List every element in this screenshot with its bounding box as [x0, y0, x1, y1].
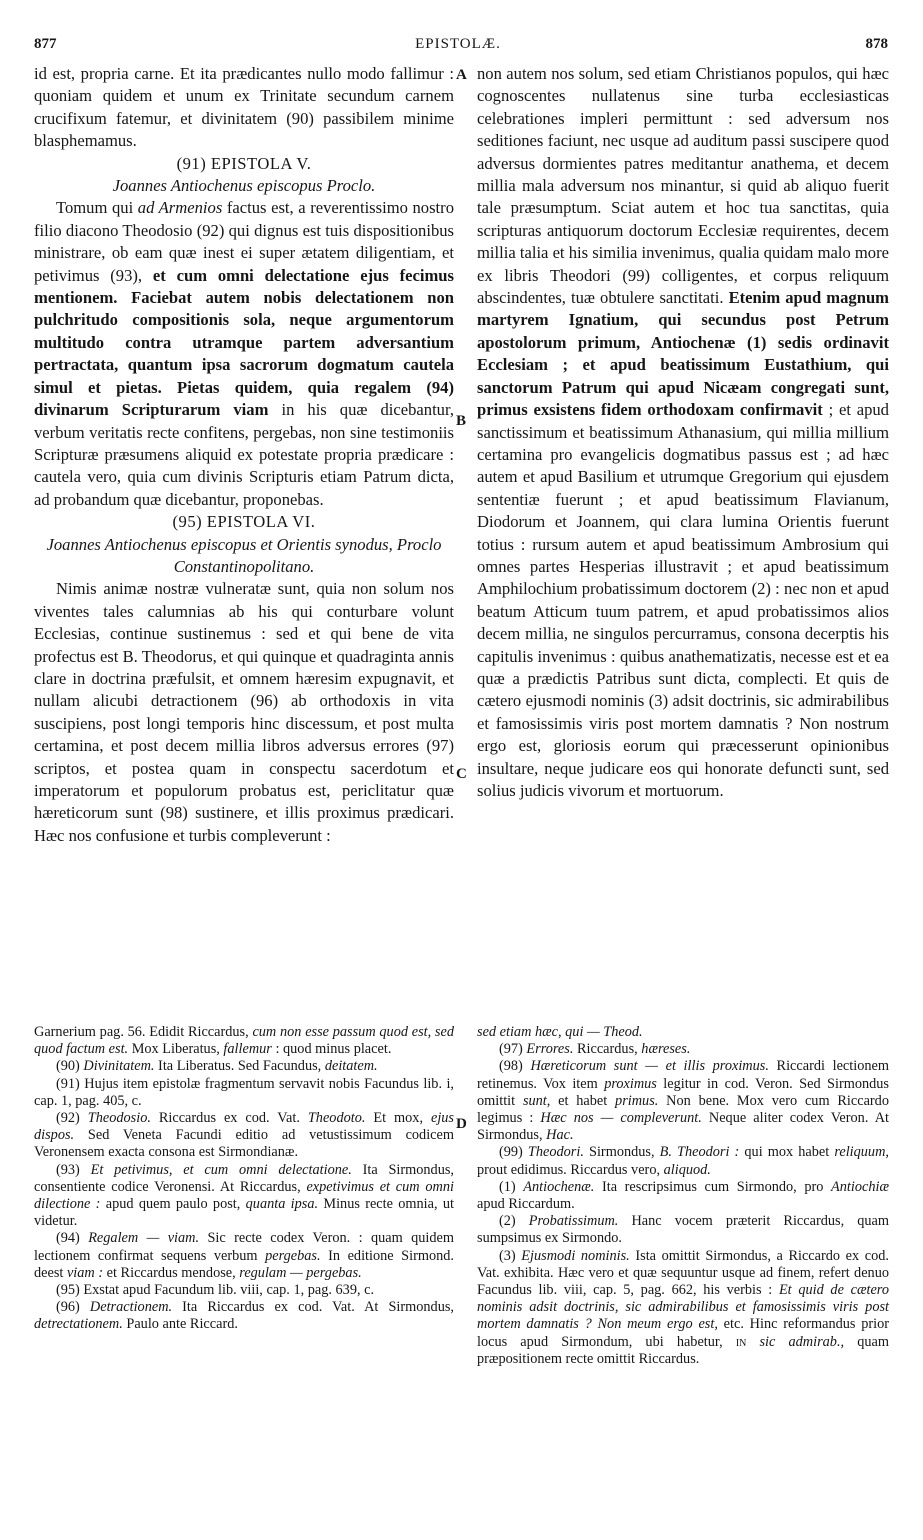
margin-marker-b: B	[456, 413, 467, 429]
page-number-right: 878	[865, 36, 888, 52]
footnote: (97) Errores. Riccardus, hæreses.	[499, 1041, 691, 1058]
paragraph: Tomum qui ad Armenios factus est, a reverentissimo nostro filio diacono Theodosio (92) qui dignus est tuis dispositionibus ministrare, ob eam quæ inest ei super ætatem diligentiam, et petivimus (93), et cum omni delectatione ejus fecimus mentionem. Faciebat autem nobis delectationem non pulchritudo compositionis sola, neque argumentorum multitudo contra utramque partem adversantium pertractata, quantum ipsa sacrorum dogmatum cautela simul et pietas. Pietas quidem, quia regalem (94) divinarum Scripturarum viam in his quæ dicebantur, verbum veritatis recte confitens, pergebas, non sine testimoniis Scripturæ præsumens aliquid ex potestate propria prædicare : cautela vero, quia cum divinis Scripturis etiam Patrum dicta, ad probandum quæ dicebantur, proponebas.	[34, 198, 454, 509]
page-number-left: 877	[34, 36, 57, 52]
footnote: (92) Theodosio. Riccardus ex cod. Vat. Theodoto. Et mox, ejus dispos. Sed Veneta Facundi editio ad vetustissimum codicem Veronensem exacta consona est Sirmondianæ.	[34, 1110, 454, 1161]
footnote: (91) Hujus item epistolæ fragmentum servavit nobis Facundus lib. i, cap. 1, pag. 405, c.	[34, 1075, 454, 1109]
footnotes-right	[477, 1024, 889, 1368]
page-header	[28, 36, 888, 56]
footnote: (98) Hæreticorum sunt — et illis proximus. Riccardi lectionem retinemus. Vox item proximus legitur in cod. Veron. Sed Sirmondus omittit sunt, et habet primus. Non bene. Mox vero cum Riccardo legimus : Hæc nos — compleverunt. Neque aliter codex Veron. At Sirmondus, Hac.	[477, 1058, 889, 1144]
right-text-column	[477, 63, 889, 802]
footnote: (96) Detractionem. Ita Riccardus ex cod. Vat. At Sirmondus, detrectationem. Paulo ante Riccard.	[34, 1299, 454, 1333]
running-title: EPISTOLÆ.	[415, 36, 501, 52]
footnote: (90) Divinitatem. Ita Liberatus. Sed Facundus, deitatem.	[56, 1058, 378, 1075]
footnote: (94) Regalem — viam. Sic recte codex Veron. : quam quidem lectionem confirmat sequens verbum pergebas. In editione Sirmond. deest viam : et Riccardus mendose, regulam — pergebas.	[34, 1230, 454, 1281]
footnote: (3) Ejusmodi nominis. Ista omittit Sirmondus, a Riccardo ex cod. Vat. exhibita. Hæc vero et quæ sequuntur usque ad finem, refert denuo Facundus lib. viii, cap. 5, pag. 662, his verbis : Et quid de cætero nominis adsit doctrinis, sic admirabilibus et famosissimis viris post mortem damnatis ? Non meum ergo est, etc. Hinc reformandus prior locus apud Sirmondum, ubi habetur, in sic admirab., quam præpositionem recte omittit Riccardus.	[477, 1247, 890, 1367]
footnote: sed etiam hæc, qui — Theod.	[477, 1024, 643, 1040]
epistle-heading: (91) EPISTOLA V.	[176, 153, 312, 173]
left-text-column	[34, 63, 454, 847]
footnote: (93) Et petivimus, et cum omni delectatione. Ita Sirmondus, consentiente codice Veronensi. At Riccardus, expetivimus et cum omni dilectione : apud quem paulo post, quanta ipsa. Minus recte omnia, ut videtur.	[34, 1161, 455, 1230]
margin-marker-d: D	[456, 1116, 467, 1132]
footnote: Garnerium pag. 56. Edidit Riccardus, cum non esse passum quod est, sed quod factum est. Mox Liberatus, fallemur : quod minus placet.	[34, 1024, 454, 1058]
footnote: (1) Antiochenæ. Ita rescripsimus cum Sirmondo, pro Antiochiæ apud Riccardum.	[477, 1178, 889, 1213]
paragraph: id est, propria carne. Et ita prædicantes nullo modo fallimur : quoniam quidem et unum ex Trinitate secundum carnem crucifixum fatemur, et divinitatem (90) passibilem minime blasphemamus.	[34, 64, 454, 151]
epistle-heading: (95) EPISTOLA VI.	[172, 512, 316, 532]
footnote: (95) Exstat apud Facundum lib. viii, cap. 1, pag. 639, c.	[56, 1282, 375, 1299]
margin-marker-c: C	[456, 766, 467, 782]
footnotes-left	[34, 1024, 454, 1334]
epistle-subtitle: Joannes Antiochenus episcopus Proclo.	[112, 176, 376, 196]
epistle-subtitle: Joannes Antiochenus episcopus et Orientis synodus, Proclo Constantinopolitano.	[46, 534, 442, 576]
footnote: (2) Probatissimum. Hanc vocem præterit Riccardus, quam sumpsimus ex Sirmondo.	[477, 1213, 889, 1247]
paragraph: non autem nos solum, sed etiam Christianos populos, qui hæc cognoscentes nullatenus sine turba ecclesiasticas celebrationes impleri permittunt : sed adversum nos seditiones faciunt, nec usque ad auditum passi suscipere quod adversus dormientes patres meditantur anathema, et decem millia mala adversum nos minantur, si quid ab aliquo fuerit tale præsumptum. Sciat autem et hoc tua sanctitas, quia scripturas antiquorum doctorum Ecclesiæ requirentes, decem millia talia et his similia invenimus, qualia quidam malo more ex libris Theodori (99) colligentes, et corpus reliquum abscindentes, tuæ obtulere sanctitati. Etenim apud magnum martyrem Ignatium, qui secundus post Petrum apostolorum primum, Antiochenæ (1) sedis ordinavit Ecclesiam ; et apud beatissimum Eustathium, qui sanctorum Patrum qui apud Nicæam congregati sunt, primus exsistens fidem orthodoxam confirmavit ; et apud sanctissimum et beatissimum Athanasium, qui millia millium certamina pro evangelicis dogmatibus passus est ; ad hæc autem et apud Basilium et utrumque Gregorium qui ejusdem sententiæ fuerunt ; et apud beatissimum Flavianum, Diodorum et Joannem, qui clara lumina Orientis fuerunt totius : rursum autem et apud beatissimum Ambrosium qui omnes partes Hesperias illustravit ; et apud beatissimum Amphilochium probatissimum doctorem (2) : nec non et apud beatum Atticum tuum patrem, et apud probatissimos alios decem millia, ne singulos percurramus, consona decerptis his capitulis invenimus : quibus anathematizatis, necesse est et ea quæ a prædictis Patribus sunt dicta, complecti. Et quis de cætero ejusmodi nominis (3) adsit doctrinis, sic admirabilibus et famosissimis viris post mortem damnatis ? Non nostrum ergo est, gloriosis eorum qui præcesserunt opinionibus insultare, neque judicare eos qui honorate defuncti sunt, sed solius judicis vivorum et mortuorum.	[477, 64, 889, 800]
paragraph: Nimis animæ nostræ vulneratæ sunt, quia non solum nos viventes tales calumnias ab his qui conturbare volunt Ecclesias, continue sustinemus : sed et qui bene de vita profectus est B. Theodorus, et qui quinque et quadraginta annis clare in doctrina præfulsit, et omnem hæresim expugnavit, et nullam alicubi detractionem (96) ab orthodoxis in vita suscipiens, post longi temporis hinc discessum, et post multa certamina, et post decem millia libros adversus errores (97) scriptos, et postea quam in conspectu sacerdotum et imperatorum et populorum probatus est, periclitatur quæ hæreticorum sunt (98) sustinere, et illis proximus prædicari. Hæc nos confusione et turbis compleverunt :	[34, 579, 454, 845]
margin-marker-a: A	[456, 67, 467, 83]
footnote: (99) Theodori. Sirmondus, B. Theodori : qui mox habet reliquum, prout edidimus. Riccardus vero, aliquod.	[477, 1144, 889, 1178]
